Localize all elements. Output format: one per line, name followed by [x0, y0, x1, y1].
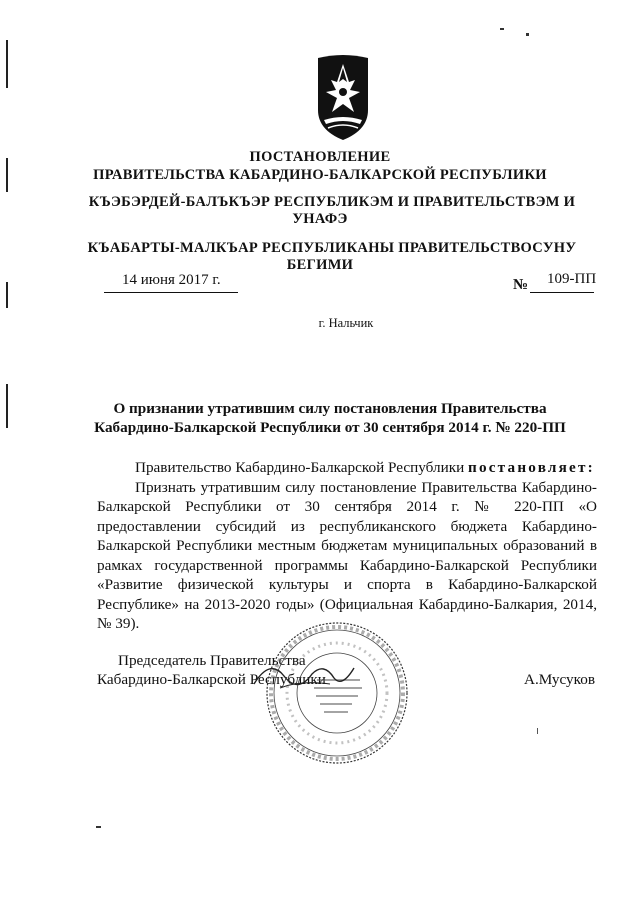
issuer-kbd-line2: УНАФЭ: [292, 211, 348, 227]
issuer-kbd-line1: КЪЭБЭРДЕЙ-БАЛЪКЪЭР РЕСПУБЛИКЭМ И ПРАВИТЕЛЬСТВЭМ И: [88, 194, 576, 210]
signatory-name: А.Мусуков: [524, 671, 595, 688]
signatory-title-line1: Председатель Правительства: [118, 652, 306, 669]
body-text: [97, 458, 597, 634]
coat-of-arms-emblem: [314, 52, 372, 142]
issuer-krc-line2: БЕГИМИ: [286, 257, 354, 273]
doc-type: ПОСТАНОВЛЕНИЕ: [249, 149, 391, 165]
main-paragraph: Признать утратившим силу постановление Правительства Кабардино-Балкарской Республики от 30 сентября 2014 г. № 220-ПП «О предоставлении субсидий из республиканского бюджета Кабардино-Балкарской Республики местным бюджетам муниципальных образований в рамках государственной программы Кабардино-Балкарской Республики «Развитие физической культуры и спорта в Кабардино-Балкарской Республике» на 2013-2020 годы» (Официальная Кабардино-Балкария, 2014, № 39).: [97, 478, 597, 632]
signatory-title-line2: Кабардино-Балкарской Республики: [97, 671, 326, 688]
doc-date: 14 июня 2017 г.: [122, 272, 221, 288]
scan-margin-mark: [6, 384, 8, 428]
scan-speck: [500, 28, 504, 30]
scan-speck: [526, 33, 529, 36]
intro-text: Правительство Кабардино-Балкарской Республики: [135, 459, 465, 476]
scan-margin-mark: [6, 282, 8, 308]
scan-speck: [96, 826, 101, 828]
intro-verb: постановляет:: [468, 459, 595, 476]
city: г. Нальчик: [318, 316, 374, 330]
intro-line: [97, 458, 597, 478]
issuer-krc-line1: КЪАБАРТЫ-МАЛКЪАР РЕСПУБЛИКАНЫ ПРАВИТЕЛЬСТВОСУНУ: [87, 240, 577, 256]
date-underline: [104, 292, 238, 293]
handwritten-signature: [250, 654, 360, 694]
title-line2: Кабардино-Балкарской Республики от 30 сентября 2014 г. № 220-ПП: [94, 419, 566, 436]
title-line1: О признании утратившим силу постановления Правительства: [113, 400, 547, 417]
doc-number: 109-ПП: [547, 271, 597, 287]
number-underline: [530, 292, 594, 293]
number-label: №: [513, 277, 529, 293]
scan-speck: [537, 728, 538, 734]
issuer-ru: ПРАВИТЕЛЬСТВА КАБАРДИНО-БАЛКАРСКОЙ РЕСПУБЛИКИ: [93, 167, 547, 183]
scan-margin-mark: [6, 40, 8, 88]
